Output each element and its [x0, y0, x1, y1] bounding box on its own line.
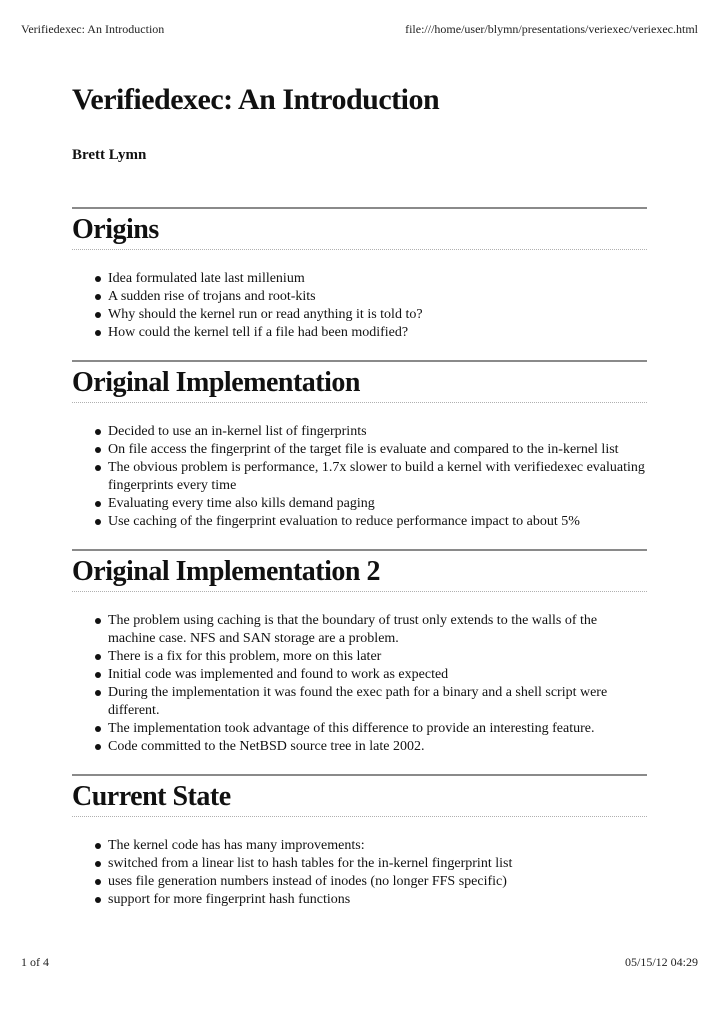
list-item: Initial code was implemented and found to work as expected	[108, 666, 647, 684]
bullet-list	[72, 270, 647, 342]
bullet-icon	[95, 465, 101, 471]
section-original-implementation	[72, 360, 647, 531]
bullet-icon	[95, 618, 101, 624]
document-title: Verifiedexec: An Introduction	[72, 83, 440, 116]
section-heading: Original Implementation	[72, 367, 360, 398]
list-item: A sudden rise of trojans and root-kits	[108, 288, 647, 306]
section-heading: Origins	[72, 214, 159, 245]
list-item: Code committed to the NetBSD source tree in late 2002.	[108, 738, 647, 756]
list-item: How could the kernel tell if a file had been modified?	[108, 324, 647, 342]
bullet-icon	[95, 861, 101, 867]
list-item: switched from a linear list to hash tables for the in-kernel fingerprint list	[108, 855, 647, 873]
section-heading: Current State	[72, 781, 231, 812]
bullet-icon	[95, 294, 101, 300]
section-original-implementation-2	[72, 549, 647, 756]
list-item: Evaluating every time also kills demand paging	[108, 495, 647, 513]
bullet-list	[72, 423, 647, 531]
bullet-list	[72, 837, 647, 909]
bullet-icon	[95, 447, 101, 453]
bullet-icon	[95, 726, 101, 732]
bullet-icon	[95, 672, 101, 678]
print-header-url: file:///home/user/blymn/presentations/veriexec/veriexec.html	[405, 22, 698, 36]
heading-underline	[72, 249, 647, 250]
bullet-icon	[95, 654, 101, 660]
list-item: Idea formulated late last millenium	[108, 270, 647, 288]
bullet-icon	[95, 312, 101, 318]
heading-underline	[72, 591, 647, 592]
print-datetime: 05/15/12 04:29	[624, 955, 698, 969]
bullet-icon	[95, 330, 101, 336]
bullet-icon	[95, 519, 101, 525]
list-item: uses file generation numbers instead of inodes (no longer FFS specific)	[108, 873, 647, 891]
bullet-icon	[95, 843, 101, 849]
list-item: The obvious problem is performance, 1.7x slower to build a kernel with verifiedexec evaluating fingerprints every time	[108, 459, 647, 495]
list-item: The kernel code has has many improvements:	[108, 837, 647, 855]
bullet-icon	[95, 744, 101, 750]
bullet-icon	[95, 879, 101, 885]
page-number: 1 of 4	[21, 955, 49, 969]
bullet-icon	[95, 897, 101, 903]
list-item: The implementation took advantage of this difference to provide an interesting feature.	[108, 720, 647, 738]
section-origins	[72, 207, 647, 342]
list-item: Why should the kernel run or read anything it is told to?	[108, 306, 647, 324]
bullet-icon	[95, 276, 101, 282]
list-item: On file access the fingerprint of the target file is evaluate and compared to the in-kernel list	[108, 441, 647, 459]
print-header-title: Verifiedexec: An Introduction	[21, 22, 165, 36]
bullet-icon	[95, 501, 101, 507]
heading-underline	[72, 402, 647, 403]
list-item: The problem using caching is that the boundary of trust only extends to the walls of the machine case. NFS and SAN storage are a problem.	[108, 612, 647, 648]
list-item: support for more fingerprint hash functions	[108, 891, 647, 909]
heading-underline	[72, 816, 647, 817]
section-heading: Original Implementation 2	[72, 556, 380, 587]
list-item: During the implementation it was found the exec path for a binary and a shell script were different.	[108, 684, 647, 720]
section-current-state	[72, 774, 647, 909]
author-name: Brett Lymn	[72, 147, 147, 163]
bullet-icon	[95, 429, 101, 435]
list-item: Use caching of the fingerprint evaluation to reduce performance impact to about 5%	[108, 513, 647, 531]
bullet-icon	[95, 690, 101, 696]
list-item: Decided to use an in-kernel list of fingerprints	[108, 423, 647, 441]
bullet-list	[72, 612, 647, 756]
list-item: There is a fix for this problem, more on this later	[108, 648, 647, 666]
